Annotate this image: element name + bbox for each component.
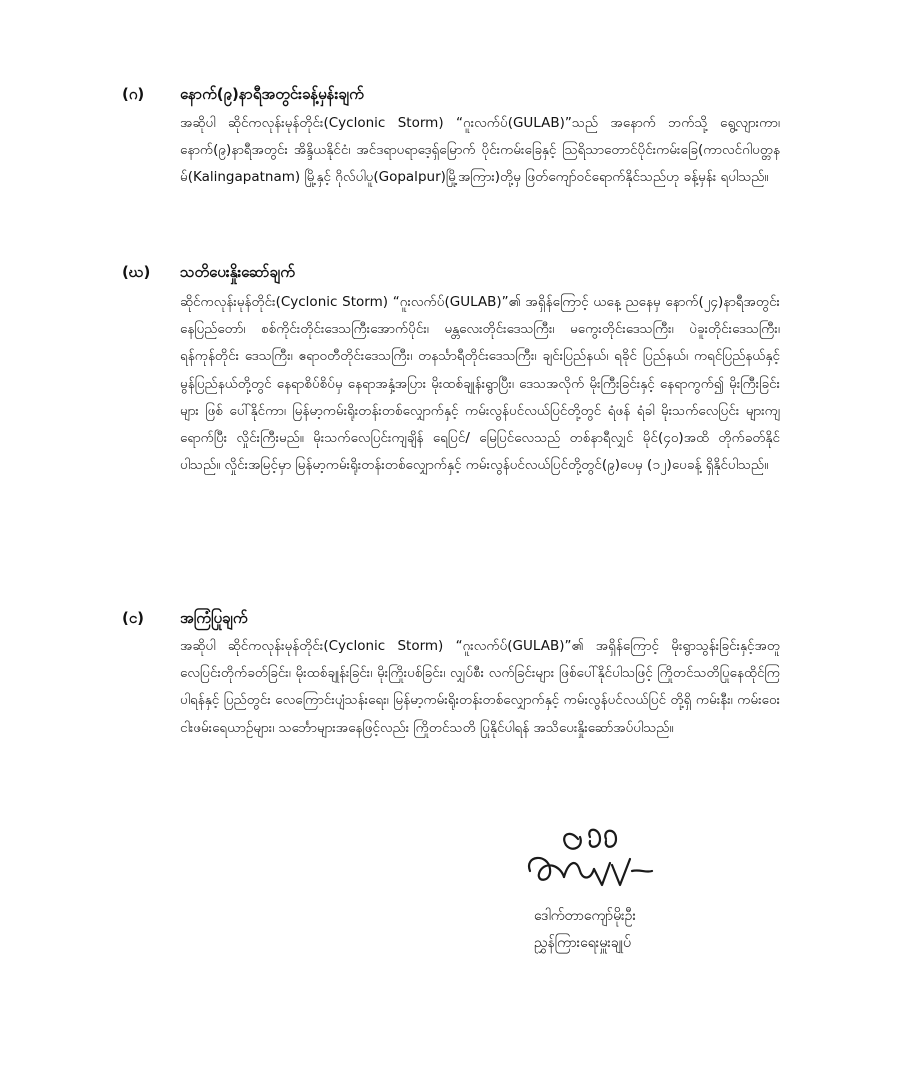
handwritten-signature <box>520 825 750 905</box>
section-number: (ဂ) <box>122 85 145 103</box>
section-number: (ဃ) <box>122 263 151 281</box>
section-heading: အကြံပြုချက် <box>180 609 248 627</box>
section-paragraph: အဆိုပါ ဆိုင်ကလုန်းမုန်တိုင်း(Cyclonic Storm) “ဂူးလက်ပ်(GULAB)”၏ အရှိန်ကြောင့် မိုးရွာသွန်းခြင်းနှင့်အတူ လေပြင်းတိုက်ခတ်ခြင်း၊ မိုးထစ်ချုန်းခြင်း၊ မိုးကြိုးပစ်ခြင်း၊ လျှပ်စီး လက်ခြင်းများ ဖြစ်ပေါ်နိုင်ပါသဖြင့် ကြိုတင်သတိပြုနေထိုင်ကြပါရန်နှင့် ပြည်တွင်း လေကြောင်းပျံသန်းရေး၊ မြန်မာ့ကမ်းရိုးတန်းတစ်လျှောက်နှင့် ကမ်းလွန်ပင်လယ်ပြင် တို့ရှိ ကမ်းနီး၊ ကမ်းဝေးငါးဖမ်းရေယာဉ်များ၊ သင်္ဘောများအနေဖြင့်လည်း ကြိုတင်သတိ ပြုနိုင်ပါရန် အသိပေးနှိုးဆော်အပ်ပါသည်။ <box>180 638 780 736</box>
section-heading: သတိပေးနှိုးဆော်ချက် <box>180 263 295 281</box>
signatory-title: ညွှန်ကြားရေးမှူးချုပ် <box>534 935 631 951</box>
section-heading: နောက်(၉)နာရီအတွင်းခန့်မှန်းချက် <box>180 85 364 103</box>
section-paragraph: အဆိုပါ ဆိုင်ကလုန်းမုန်တိုင်း(Cyclonic Storm) “ဂူးလက်ပ်(GULAB)”သည် အနောက် ဘက်သို့ ရွေ့လျားကာ၊ နောက်(၉)နာရီအတွင်း အိန္ဒိယနိုင်ငံ၊ အင်ဒရာပရာဒေ့ရှ်မြောက် ပိုင်းကမ်းခြေနှင့် ဩရိသာတောင်ပိုင်းကမ်းခြေ(ကာလင်ဂါပတ္တနမ်(Kalingapatnam) မြို့နှင့် ဂိုလ်ပါပူ(Gopalpur)မြို့အကြား)တို့မှ ဖြတ်ကျော်ဝင်ရောက်နိုင်သည်ဟု ခန့်မှန်း ရပါသည်။ <box>180 115 780 186</box>
signatory-name: ဒေါက်တာကျော်မိုးဦး <box>534 908 637 924</box>
section-number: (င) <box>122 609 145 627</box>
section-paragraph: ဆိုင်ကလုန်းမုန်တိုင်း(Cyclonic Storm) “ဂူးလက်ပ်(GULAB)”၏ အရှိန်ကြောင့် ယနေ့ ညနေမှ နောက်(၂၄)နာရီအတွင်း နေပြည်တော်၊ စစ်ကိုင်းတိုင်းဒေသကြီးအောက်ပိုင်း၊ မန္တလေးတိုင်းဒေသကြီး၊ မကွေးတိုင်းဒေသကြီး၊ ပဲခူးတိုင်းဒေသကြီး၊ ရန်ကုန်တိုင်း ဒေသကြီး၊ ဧရာဝတီတိုင်းဒေသကြီး၊ တနင်္သာရီတိုင်းဒေသကြီး၊ ချင်းပြည်နယ်၊ ရခိုင် ပြည်နယ်၊ ကရင်ပြည်နယ်နှင့် မွန်ပြည်နယ်တို့တွင် နေရာစိပ်စိပ်မှ နေရာအနှံ့အပြား မိုးထစ်ချုန်းရွာပြီး၊ ဒေသအလိုက် မိုးကြီးခြင်းနှင့် နေရာကွက်၍ မိုးကြီးခြင်းများ ဖြစ် ပေါ်နိုင်ကာ၊ မြန်မာ့ကမ်းရိုးတန်းတစ်လျှောက်နှင့် ကမ်းလွန်ပင်လယ်ပြင်တို့တွင် ရံဖန် ရံခါ မိုးသက်လေပြင်း များကျရောက်ပြီး လှိုင်းကြီးမည်။ မိုးသက်လေပြင်းကျချိန် ရေပြင်/ မြေပြင်လေသည် တစ်နာရီလျှင် မိုင်(၄၀)အထိ တိုက်ခတ်နိုင်ပါသည်။ လှိုင်းအမြင့်မှာ မြန်မာ့ကမ်းရိုးတန်းတစ်လျှောက်နှင့် ကမ်းလွန်ပင်လယ်ပြင်တို့တွင်(၉)ပေမှ (၁၂)ပေခန့် ရှိနိုင်ပါသည်။ <box>180 294 780 474</box>
